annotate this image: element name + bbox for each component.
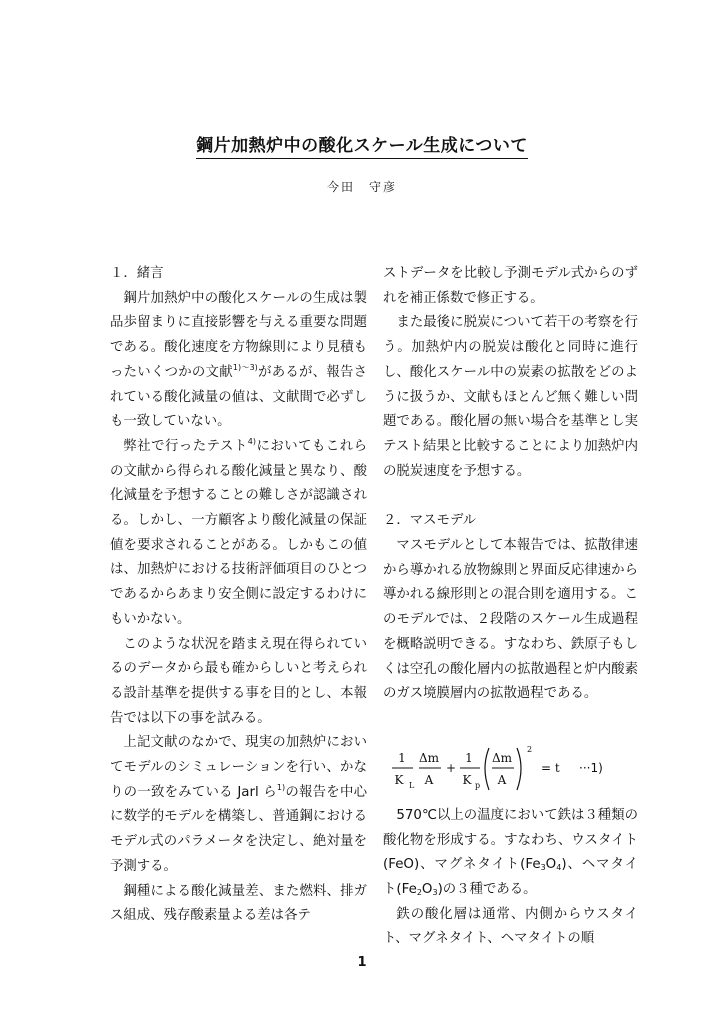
- eq-kl: K: [394, 772, 404, 787]
- eq-numerator-one-2: 1: [465, 750, 473, 765]
- section-heading-introduction: １．緒言: [110, 266, 164, 281]
- equation-1: [383, 739, 638, 804]
- eq-kp-sub: p: [475, 780, 481, 790]
- eq-a-2: A: [497, 772, 507, 787]
- citation: 4): [247, 436, 256, 446]
- eq-rhs: = t: [541, 760, 560, 775]
- paragraph: このような状況を踏まえ現在得られているのデータから最も確からしいと考えられる設計基準を提供する事を目的とし、本報告では以下の事を試みる。: [110, 636, 367, 726]
- section-heading-mass-model: ２．マスモデル: [383, 513, 477, 529]
- eq-label: ···1): [579, 760, 603, 775]
- right-column: [383, 262, 638, 952]
- eq-plus: +: [445, 760, 457, 775]
- paragraph: ストデータを比較し予測モデル式からのずれを補正係数で修正する。: [383, 266, 638, 306]
- eq-kp: K: [462, 772, 472, 787]
- paragraph: 鋼種による酸化減量差、また燃料、排ガス組成、残存酸素量よる差は各テ: [110, 883, 367, 924]
- paragraph: 上記文献のなかで、現実の加熱炉においてモデルのシミュレーションを行い、かなりの一致をみている Jarl ら$^{1)}$の報告を中心に数学的モデルを構築し、普通鋼におけるモデル式のパラメータを決定し、絶対量を予測する。: [110, 735, 367, 874]
- eq-square: 2: [527, 744, 533, 754]
- paper-title: 鋼片加熱炉中の酸化スケール生成について: [0, 131, 724, 156]
- paragraph: 弊社で行ったテスト$^{4)}$においてもこれらの文献から得られる酸化減量と異なり、酸化減量を予想することの難しさが認識される。しかし、一方顧客より酸化減量の保証値を要求されることがある。しかもこの値は、加熱炉における技術評価項目のひとつであるからあまり安全側に設定するわけにもいかない。: [110, 436, 368, 627]
- paragraph: マスモデルとして本報告では、拡散律速から導かれる放物線則と界面反応律速から導かれる線形則との混合則を適用する。このモデルでは、２段階のスケール生成過程を概略説明できる。すなわち、鉄原子もしくは空孔の酸化層内の拡散過程と炉内酸素のガス境膜層内の拡散過程である。: [383, 538, 638, 702]
- paragraph: 鉄の酸化層は通常、内側からウスタイト、マグネタイト、ヘマタイトの順: [383, 906, 638, 947]
- left-column: [110, 262, 367, 929]
- paragraph: 鋼片加熱炉中の酸化スケールの生成は製品歩留まりに直接影響を与える重要な問題である。酸化速度を方物線則により見積もったいくつかの文献$^{1)\sim 3)}$があるが、報告されている酸化減量の値は、文献間で必ずしも一致していない。: [110, 290, 368, 430]
- paragraph: 570℃以上の温度において鉄は３種類の酸化物を形成する。すなわち、ウスタイト(FeO)、マグネタイト$(Fe_3O_4)$、ヘマタイト$(Fe_2O_3)$の３種である。: [383, 807, 638, 898]
- author-name: 今田 守彦: [326, 180, 397, 194]
- eq-numerator-one: 1: [398, 750, 406, 765]
- citation: 1): [276, 782, 286, 792]
- equation-graphic: [383, 744, 638, 799]
- eq-kl-sub: L: [409, 780, 415, 790]
- eq-delta-m-2: Δm: [491, 750, 513, 765]
- citation: 1)～3): [232, 362, 258, 372]
- paragraph: また最後に脱炭について若干の考察を行う。加熱炉内の脱炭は酸化と同時に進行し、酸化スケール中の炭素の拡散をどのように扱うか、文献もほとんど無く難しい問題である。酸化層の無い場合を基準とし実テスト結果と比較することにより加熱炉内の脱炭速度を予想する。: [383, 315, 638, 479]
- eq-delta-m: Δm: [418, 750, 440, 765]
- page-number: 1: [357, 955, 367, 970]
- eq-a: A: [424, 772, 434, 787]
